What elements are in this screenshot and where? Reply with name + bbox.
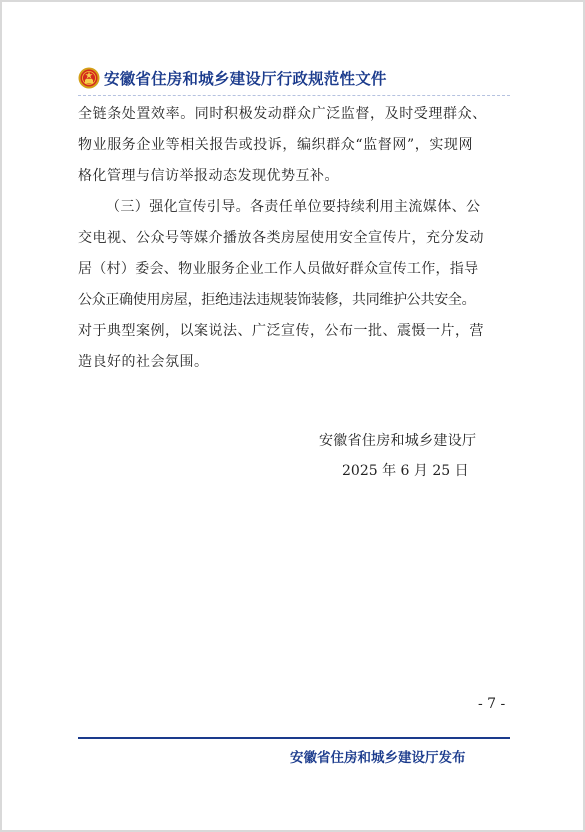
- body-line: 物业服务企业等相关报告或投诉，编织群众“监督网”，实现网: [78, 137, 474, 153]
- body-line: 居（村）委会、物业服务企业工作人员做好群众宣传工作，指导: [78, 261, 479, 277]
- footer-divider: [78, 737, 510, 739]
- page-number: - 7 -: [478, 696, 506, 712]
- signature-organization: 安徽省住房和城乡建设厅: [319, 433, 477, 449]
- body-line: 格化管理与信访举报动态发现优势互补。: [78, 168, 339, 184]
- header-title: 安徽省住房和城乡建设厅行政规范性文件: [104, 70, 387, 88]
- document-header: [78, 66, 387, 90]
- body-line: （三）强化宣传引导。各责任单位要持续利用主流媒体、公: [106, 199, 481, 215]
- body-line: 造良好的社会氛围。: [78, 354, 209, 370]
- header-divider: [78, 95, 510, 96]
- body-line: 公众正确使用房屋，拒绝违法违规装饰装修，共同维护公共安全。: [78, 292, 476, 308]
- national-emblem-icon: [78, 67, 100, 89]
- footer-publisher: 安徽省住房和城乡建设厅发布: [290, 750, 466, 766]
- body-line: 全链条处置效率。同时积极发动群众广泛监督，及时受理群众、: [78, 106, 487, 122]
- document-page: [2, 2, 583, 830]
- body-line: 对于典型案例，以案说法、广泛宣传，公布一批、震慑一片，营: [78, 323, 484, 339]
- signature-date: 2025 年 6 月 25 日: [342, 463, 469, 479]
- body-line: 交电视、公众号等媒介播放各类房屋使用安全宣传片，充分发动: [78, 230, 484, 246]
